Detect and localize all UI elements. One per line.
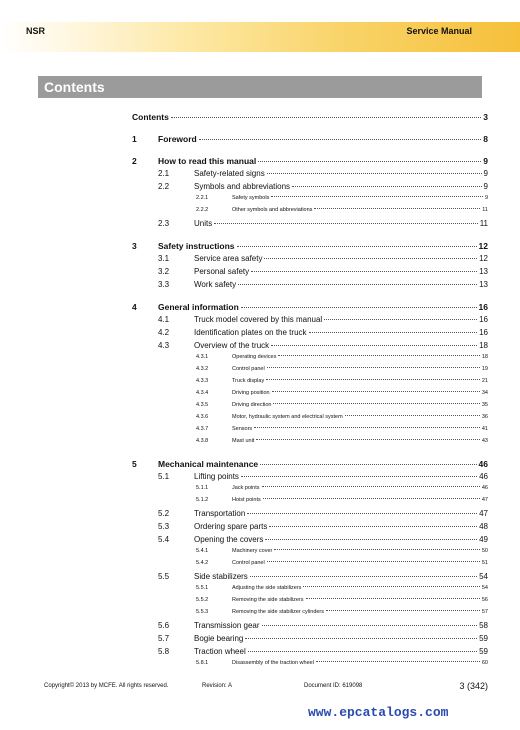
toc-entry-number: 5.1.1: [196, 485, 209, 491]
toc-entry-number: 5.5.1: [196, 585, 209, 591]
toc-leader-dots: [271, 345, 477, 346]
toc-entry-page: 9: [484, 195, 488, 201]
toc-entry-number: 5.5.2: [196, 597, 209, 603]
toc-entry-number: 4.3.4: [196, 390, 209, 396]
toc-leader-dots: [272, 391, 480, 392]
toc-entry-number: 5.5: [158, 572, 170, 581]
toc-entry[interactable]: [132, 634, 488, 646]
toc-entry-page: 18: [481, 354, 488, 360]
toc-entry-title: Work safety: [194, 280, 237, 289]
header-manual-title: Service Manual: [406, 26, 472, 36]
toc-entry-page: 46: [479, 472, 488, 481]
toc-entry-title: Ordering spare parts: [194, 522, 268, 531]
section-title-bar: [38, 76, 482, 98]
toc-entry[interactable]: [132, 560, 488, 568]
toc-entry-page: 56: [481, 597, 488, 603]
toc-entry-number: 3.2: [158, 267, 170, 276]
toc-entry-page: 41: [481, 426, 488, 432]
toc-entry-page: 35: [481, 402, 488, 408]
toc-entry[interactable]: [132, 302, 488, 314]
toc-entry-page: 48: [479, 522, 488, 531]
toc-entry-title: Safety-related signs: [194, 169, 265, 178]
toc-entry-number: 3.1: [158, 254, 170, 263]
toc-entry-number: 5.5.3: [196, 609, 209, 615]
toc-leader-dots: [306, 598, 480, 599]
toc-leader-dots: [241, 307, 477, 308]
toc-entry-title: Bogie bearing: [194, 634, 244, 643]
toc-entry-number: 4.3.1: [196, 354, 209, 360]
toc-entry[interactable]: [132, 438, 488, 446]
toc-entry-title: Safety symbols: [232, 195, 270, 201]
toc-entry-number: 5: [132, 459, 137, 469]
toc-entry-page: 36: [481, 414, 488, 420]
toc-entry-number: 2.2.2: [196, 207, 209, 213]
toc-entry[interactable]: [132, 267, 488, 279]
toc-entry-page: 46: [478, 459, 488, 469]
toc-entry-title: Removing the side stabilizer cylinders: [232, 609, 325, 615]
toc-entry[interactable]: [132, 169, 488, 181]
toc-entry[interactable]: [132, 390, 488, 398]
toc-entry[interactable]: [132, 485, 488, 493]
toc-entry[interactable]: [132, 621, 488, 633]
toc-entry-page: 16: [479, 328, 488, 337]
toc-entry-title: Removing the side stabilizers: [232, 597, 304, 603]
toc-entry[interactable]: [132, 254, 488, 266]
toc-entry[interactable]: [132, 548, 488, 556]
toc-entry[interactable]: [132, 366, 488, 374]
toc-entry-title: Operating devices: [232, 354, 277, 360]
toc-entry-title: Traction wheel: [194, 647, 246, 656]
toc-entry-title: Truck display: [232, 378, 265, 384]
toc-entry-number: 5.3: [158, 522, 170, 531]
toc-leader-dots: [316, 661, 480, 662]
footer-page-number: 3 (342): [459, 681, 488, 691]
toc-entry-title: General information: [158, 302, 239, 312]
toc-entry-page: 47: [481, 497, 488, 503]
toc-entry-title: Mast unit: [232, 438, 255, 444]
toc-entry-title: Lifting points: [194, 472, 239, 481]
toc-entry-number: 5.8.1: [196, 660, 209, 666]
toc-leader-dots: [258, 161, 481, 162]
toc-entry-page: 50: [481, 548, 488, 554]
header-model: NSR: [26, 26, 46, 36]
toc-leader-dots: [345, 415, 480, 416]
toc-entry-page: 9: [483, 169, 488, 178]
toc-entry-title: Opening the covers: [194, 535, 264, 544]
toc-entry[interactable]: [132, 426, 488, 434]
toc-entry-title: Mechanical maintenance: [158, 459, 259, 469]
toc-leader-dots: [267, 561, 480, 562]
toc-entry-page: 47: [479, 509, 488, 518]
toc-entry-title: Units: [194, 219, 213, 228]
toc-entry[interactable]: [132, 328, 488, 340]
toc-entry-number: 4: [132, 302, 137, 312]
toc-entry-title: Transmission gear: [194, 621, 260, 630]
toc-entry-title: Side stabilizers: [194, 572, 248, 581]
toc-leader-dots: [273, 403, 479, 404]
toc-entry-title: Adjusting the side stabilizers: [232, 585, 302, 591]
toc-entry[interactable]: [132, 156, 488, 168]
toc-entry-number: 5.2: [158, 509, 170, 518]
toc-entry-title: Motor, hydraulic system and electrical system: [232, 414, 343, 420]
toc-entry[interactable]: [132, 241, 488, 253]
footer-revision: Revision: A: [202, 683, 233, 689]
toc-entry-page: 46: [481, 485, 488, 491]
toc-entry-page: 54: [479, 572, 488, 581]
toc-entry-page: 13: [479, 280, 488, 289]
toc-entry-number: 5.7: [158, 634, 170, 643]
toc-leader-dots: [267, 173, 482, 174]
toc-leader-dots: [241, 476, 477, 477]
toc-entry-number: 4.1: [158, 315, 170, 324]
toc-entry[interactable]: [132, 597, 488, 605]
toc-entry[interactable]: [132, 585, 488, 593]
toc-leader-dots: [251, 271, 477, 272]
toc-leader-dots: [171, 117, 481, 118]
toc-leader-dots: [262, 625, 478, 626]
toc-entry[interactable]: [132, 207, 488, 215]
footer-copyright: Copyright© 2013 by MCFE. All rights reserved.: [44, 683, 169, 689]
toc-entry-title: Jack points: [232, 485, 260, 491]
toc-entry-page: 51: [481, 560, 488, 566]
toc-entry-title: Identification plates on the truck: [194, 328, 307, 337]
toc-entry-page: 49: [479, 535, 488, 544]
toc-leader-dots: [274, 549, 480, 550]
toc-entry-title: Machinery cover: [232, 548, 273, 554]
section-title: Contents: [44, 79, 105, 95]
toc-entry-page: 54: [481, 585, 488, 591]
toc-entry[interactable]: [132, 354, 488, 362]
toc-entry-number: 3: [132, 241, 137, 251]
toc-entry[interactable]: [132, 402, 488, 410]
toc-entry-number: 5.1.2: [196, 497, 209, 503]
toc-entry[interactable]: [132, 609, 488, 617]
toc-entry-page: 43: [481, 438, 488, 444]
toc-leader-dots: [309, 332, 478, 333]
toc-leader-dots: [237, 246, 477, 247]
toc-entry-title: Safety instructions: [158, 241, 235, 251]
toc-entry-number: 5.4.2: [196, 560, 209, 566]
toc-entry-page: 34: [481, 390, 488, 396]
toc-entry-page: 59: [479, 647, 488, 656]
toc-entry[interactable]: [132, 134, 488, 146]
toc-entry[interactable]: [132, 195, 488, 203]
toc-entry-title: Truck model covered by this manual: [194, 315, 323, 324]
toc-entry-title: Personal safety: [194, 267, 250, 276]
toc-leader-dots: [314, 208, 480, 209]
toc-entry-page: 16: [478, 302, 488, 312]
toc-entry-number: 5.4: [158, 535, 170, 544]
toc-entry-title: Hoist points: [232, 497, 261, 503]
toc-entry-number: 5.4.1: [196, 548, 209, 554]
toc-entry-title: Sensors: [232, 426, 253, 432]
toc-entry[interactable]: [132, 535, 488, 547]
toc-entry-title: Disassembly of the traction wheel: [232, 660, 314, 666]
toc-entry-number: 5.6: [158, 621, 170, 630]
toc-entry[interactable]: [132, 219, 488, 231]
toc-entry[interactable]: [132, 341, 488, 353]
toc-leader-dots: [247, 513, 477, 514]
toc-leader-dots: [260, 464, 476, 465]
toc-entry[interactable]: [132, 459, 488, 471]
toc-entry-page: 59: [479, 634, 488, 643]
toc-leader-dots: [254, 427, 480, 428]
toc-entry-title: Control panel: [232, 560, 265, 566]
toc-entry-number: 5.8: [158, 647, 170, 656]
toc-entry-page: 60: [481, 660, 488, 666]
toc-leader-dots: [303, 586, 479, 587]
toc-entry-number: 2.2: [158, 182, 170, 191]
toc-entry-title: Foreword: [158, 134, 197, 144]
toc-entry-page: 21: [481, 378, 488, 384]
toc-entry-page: 12: [479, 254, 488, 263]
toc-leader-dots: [263, 498, 480, 499]
toc-entry-page: 12: [478, 241, 488, 251]
toc-entry[interactable]: [132, 182, 488, 194]
toc-leader-dots: [292, 186, 481, 187]
toc-leader-dots: [264, 258, 477, 259]
toc-entry-title: Service area safety: [194, 254, 263, 263]
watermark-url: www.epcatalogs.com: [308, 705, 449, 720]
toc-leader-dots: [199, 139, 482, 140]
toc-entry-number: 5.1: [158, 472, 170, 481]
toc-leader-dots: [214, 223, 477, 224]
footer-document-id: Document ID: 619098: [304, 683, 363, 689]
toc-entry[interactable]: [132, 280, 488, 292]
toc-entry-page: 57: [481, 609, 488, 615]
toc-entry-number: 4.3.3: [196, 378, 209, 384]
toc-entry[interactable]: [132, 497, 488, 505]
toc-entry-title: Overview of the truck: [194, 341, 270, 350]
toc-leader-dots: [266, 379, 480, 380]
toc-leader-dots: [262, 486, 480, 487]
toc-entry-number: 4.3.8: [196, 438, 209, 444]
toc-entry-title: Other symbols and abbreviations: [232, 207, 313, 213]
toc-entry[interactable]: [132, 647, 488, 659]
toc-entry-number: 2.3: [158, 219, 170, 228]
toc-entry-title: Driving direction: [232, 402, 272, 408]
toc-entry[interactable]: [132, 572, 488, 584]
toc-entry-page: 16: [479, 315, 488, 324]
toc-leader-dots: [250, 576, 477, 577]
toc-entry-number: 1: [132, 134, 137, 144]
toc-entry-number: 2.2.1: [196, 195, 209, 201]
toc-entry-page: 18: [479, 341, 488, 350]
toc-leader-dots: [267, 367, 480, 368]
toc-entry-number: 2: [132, 156, 137, 166]
toc-entry[interactable]: [132, 378, 488, 386]
toc-entry-page: 9: [483, 156, 488, 166]
toc-entry[interactable]: [132, 472, 488, 484]
toc-entry-number: 4.3.2: [196, 366, 209, 372]
toc-entry-title: Symbols and abbreviations: [194, 182, 291, 191]
toc-entry-page: 19: [481, 366, 488, 372]
toc-entry[interactable]: [132, 660, 488, 668]
toc-leader-dots: [265, 539, 477, 540]
toc-leader-dots: [278, 355, 480, 356]
toc-entry-number: 4.3: [158, 341, 170, 350]
toc-entry-page: 11: [479, 219, 488, 228]
toc-entry-title: How to read this manual: [158, 156, 257, 166]
toc-entry[interactable]: [132, 509, 488, 521]
toc-entry-page: 13: [479, 267, 488, 276]
toc-leader-dots: [245, 638, 477, 639]
toc-entry-title: Control panel: [232, 366, 265, 372]
toc-entry[interactable]: [132, 414, 488, 422]
toc-entry-title: Contents: [132, 112, 169, 122]
toc-entry-number: 4.2: [158, 328, 170, 337]
toc-entry[interactable]: [132, 522, 488, 534]
toc-entry-page: 58: [479, 621, 488, 630]
toc-leader-dots: [256, 439, 480, 440]
toc-entry-page: 8: [483, 134, 488, 144]
toc-entry-page: 9: [483, 182, 488, 191]
toc-entry-page: 11: [482, 207, 488, 213]
toc-entry-number: 4.3.7: [196, 426, 209, 432]
toc-leader-dots: [271, 196, 483, 197]
toc-entry[interactable]: [132, 112, 488, 124]
toc-leader-dots: [326, 610, 480, 611]
toc-entry-number: 3.3: [158, 280, 170, 289]
toc-entry-page: 3: [483, 112, 488, 122]
toc-leader-dots: [324, 319, 477, 320]
toc-entry-number: 4.3.5: [196, 402, 209, 408]
toc-leader-dots: [269, 526, 477, 527]
toc-entry-number: 4.3.6: [196, 414, 209, 420]
toc-entry-title: Transportation: [194, 509, 246, 518]
toc-entry-title: Driving position: [232, 390, 270, 396]
toc-leader-dots: [248, 651, 477, 652]
toc-entry[interactable]: [132, 315, 488, 327]
toc-leader-dots: [238, 284, 477, 285]
toc-entry-number: 2.1: [158, 169, 170, 178]
